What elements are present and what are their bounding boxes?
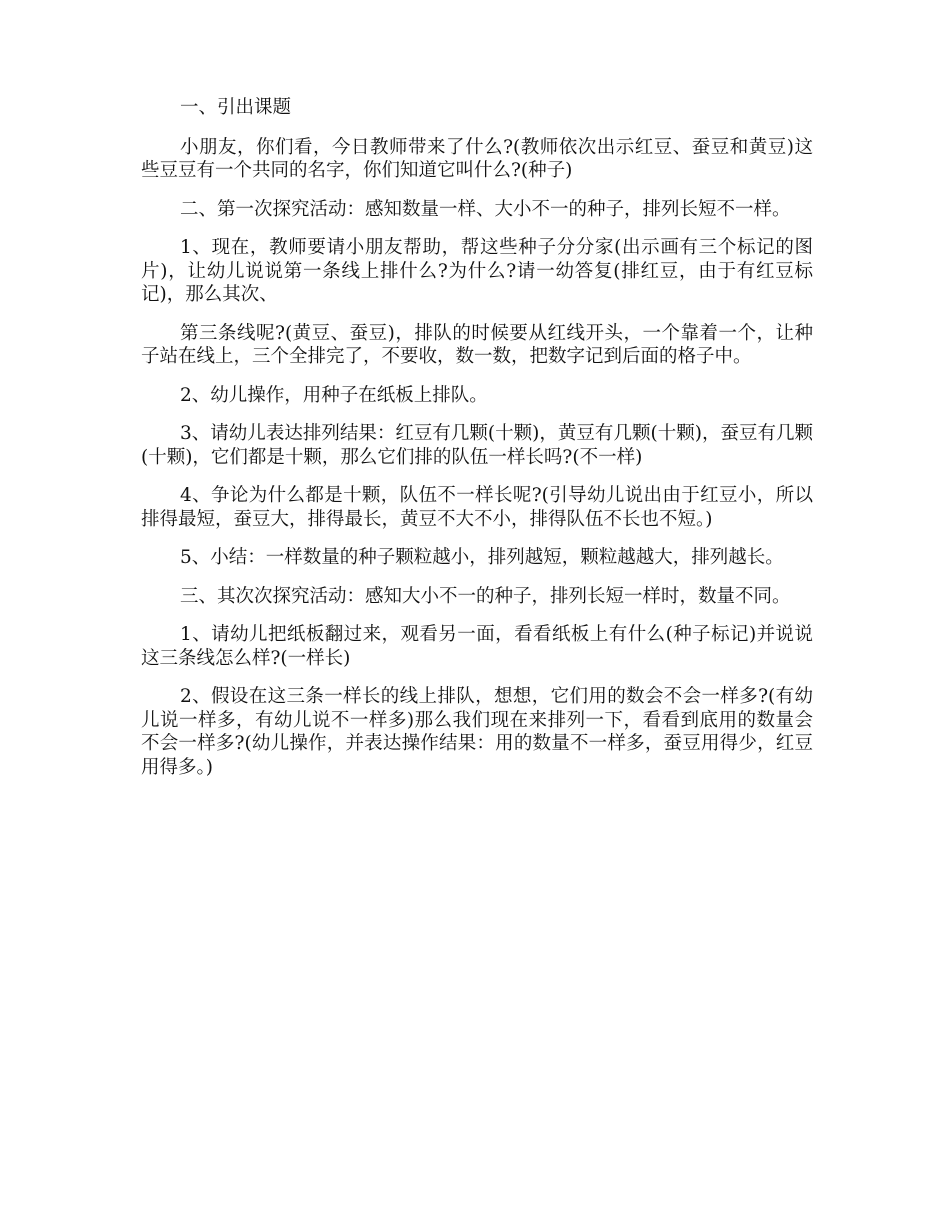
section-heading-2: 二、第一次探究活动：感知数量一样、大小不一的种子，排列长短不一样。 (180, 198, 791, 220)
paragraph-step-4: 4、争论为什么都是十颗，队伍不一样长呢?(引导幼儿说出由于红豆小，所以排得最短，蚕豆大，排得最长，黄豆不大不小，排得队伍不长也不短。) (141, 485, 813, 530)
section-heading-3: 三、其次次探究活动：感知大小不一的种子，排列长短一样时，数量不同。 (180, 585, 791, 607)
document-body (141, 96, 813, 794)
paragraph-step-3: 3、请幼儿表达排列结果：红豆有几颗(十颗)，黄豆有几颗(十颗)，蚕豆有几颗(十颗)，它们都是十颗，那么它们排的队伍一样长吗?(不一样) (141, 423, 813, 468)
paragraph-step-5: 5、小结：一样数量的种子颗粒越小，排列越短，颗粒越越大，排列越长。 (180, 547, 784, 568)
paragraph-intro: 小朋友，你们看，今日教师带来了什么?(教师依次出示红豆、蚕豆和黄豆)这些豆豆有一个共同的名字，你们知道它叫什么?(种子) (141, 136, 813, 181)
section-heading-1: 一、引出课题 (180, 97, 292, 118)
paragraph-part3-step-2: 2、假设在这三条一样长的线上排队，想想，它们用的数会不会一样多?(有幼儿说一样多，有幼儿说不一样多)那么我们现在来排列一下，看看到底用的数量会不会一样多?(幼儿操作，并表达操作结果：用的数量不一样多，蚕豆用得少，红豆用得多。) (141, 686, 813, 778)
paragraph-step-1-cont: 第三条线呢?(黄豆、蚕豆)，排队的时候要从红线开头，一个靠着一个，让种子站在线上，三个全排完了，不要收，数一数，把数字记到后面的格子中。 (141, 322, 813, 367)
paragraph-step-1: 1、现在，教师要请小朋友帮助，帮这些种子分分家(出示画有三个标记的图片)，让幼儿说说第一条线上排什么?为什么?请一幼答复(排红豆，由于有红豆标记)，那么其次、 (141, 237, 813, 305)
paragraph-step-2: 2、幼儿操作，用种子在纸板上排队。 (180, 384, 488, 406)
paragraph-part3-step-1: 1、请幼儿把纸板翻过来，观看另一面，看看纸板上有什么(种子标记)并说说这三条线怎么样?(一样长) (141, 624, 813, 669)
